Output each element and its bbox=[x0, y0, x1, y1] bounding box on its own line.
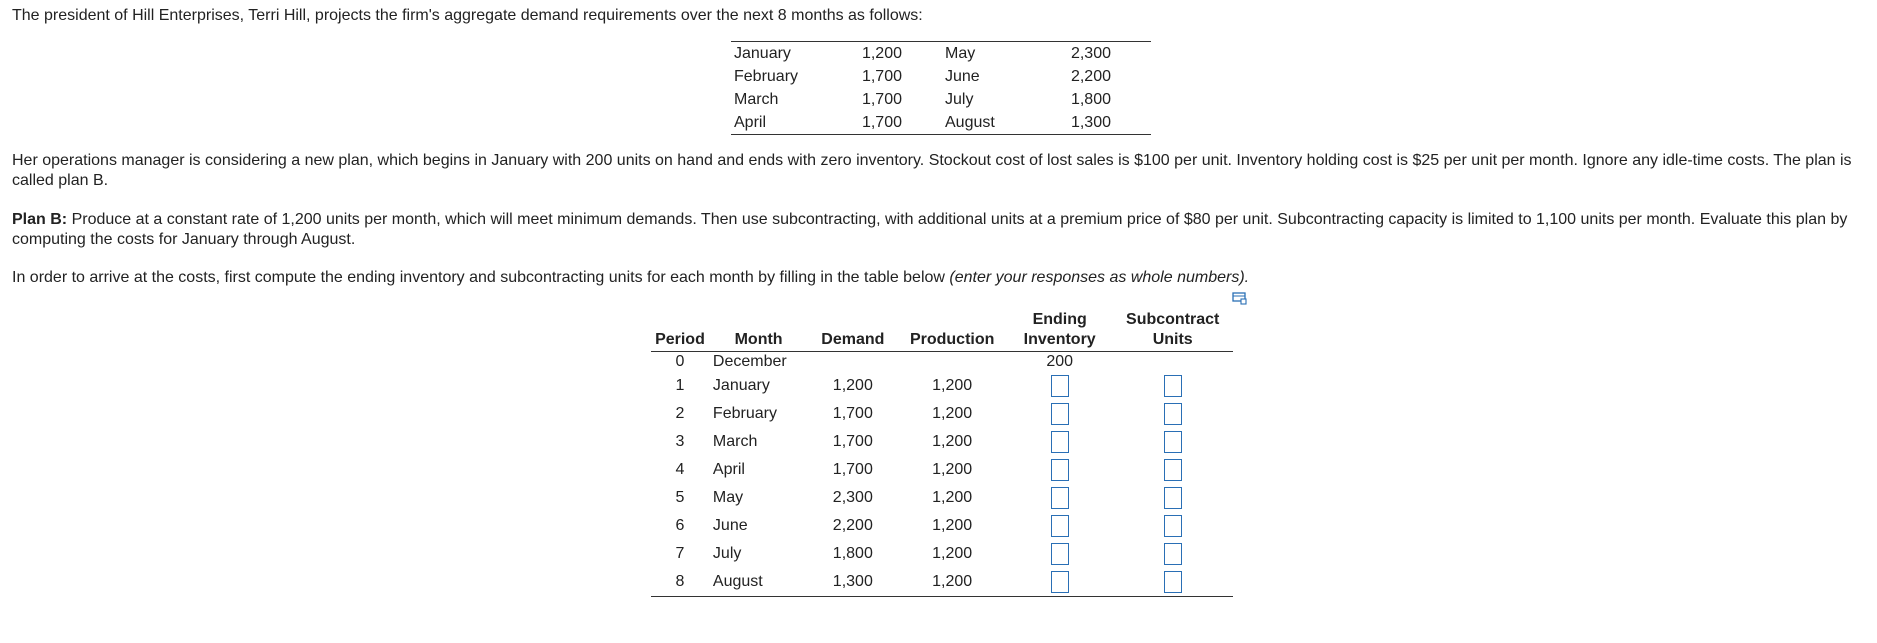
subcontract-cell bbox=[1112, 484, 1233, 512]
month-cell: February bbox=[712, 405, 777, 422]
subcontract-cell bbox=[1112, 428, 1233, 456]
subcontract-units-input[interactable] bbox=[1164, 543, 1182, 565]
month-cell: July bbox=[945, 91, 974, 108]
production-cell: 1,200 bbox=[932, 573, 973, 590]
demand-cell: 1,800 bbox=[832, 545, 873, 562]
period-cell: 3 bbox=[675, 433, 685, 450]
period-cell: 0 bbox=[675, 353, 685, 370]
plan-b-table bbox=[651, 308, 1233, 597]
subcontract-units-input[interactable] bbox=[1164, 571, 1182, 593]
subcontract-cell bbox=[1112, 400, 1233, 428]
month-cell: December bbox=[712, 353, 787, 370]
month-cell: January bbox=[712, 377, 770, 394]
plan-b-description bbox=[12, 210, 1867, 250]
table-row bbox=[731, 65, 1151, 88]
subcontract-units-input[interactable] bbox=[1164, 459, 1182, 481]
table-row bbox=[651, 400, 1233, 428]
subcontract-cell bbox=[1112, 512, 1233, 540]
header-row bbox=[651, 308, 1233, 352]
period-cell: 8 bbox=[675, 573, 685, 590]
production-cell bbox=[897, 352, 1007, 373]
ending-inventory-input[interactable] bbox=[1051, 459, 1069, 481]
period-cell: 1 bbox=[675, 377, 685, 394]
period-cell: 6 bbox=[675, 517, 685, 534]
table-row bbox=[731, 111, 1151, 135]
month-cell: August bbox=[945, 114, 995, 131]
production-cell: 1,200 bbox=[932, 517, 973, 534]
demand-cell: 1,200 bbox=[832, 377, 873, 394]
ending-inventory-cell: 200 bbox=[1046, 353, 1074, 370]
demand-cell: 1,800 bbox=[1070, 91, 1111, 108]
production-cell: 1,200 bbox=[932, 433, 973, 450]
demand-cell bbox=[808, 352, 897, 373]
ending-inventory-input[interactable] bbox=[1051, 403, 1069, 425]
subcontract-units-input[interactable] bbox=[1164, 403, 1182, 425]
ending-inventory-input[interactable] bbox=[1051, 543, 1069, 565]
ending-inventory-cell bbox=[1007, 400, 1112, 428]
subcontract-units-input[interactable] bbox=[1164, 487, 1182, 509]
demand-cell: 1,700 bbox=[832, 433, 873, 450]
edit-table-icon[interactable] bbox=[1232, 292, 1248, 310]
ending-inventory-cell bbox=[1007, 484, 1112, 512]
header-sub-line1: Subcontract bbox=[1126, 311, 1220, 328]
period-cell: 5 bbox=[675, 489, 685, 506]
header-period: Period bbox=[651, 308, 709, 352]
production-cell: 1,200 bbox=[932, 489, 973, 506]
month-cell: June bbox=[712, 517, 748, 534]
demand-cell: 1,700 bbox=[861, 91, 902, 108]
table-row bbox=[651, 456, 1233, 484]
month-cell: February bbox=[734, 68, 799, 85]
month-cell: June bbox=[945, 68, 980, 85]
plan-b-text: Produce at a constant rate of 1,200 units per month, which will meet minimum demands. Then use subcontracting, with additional units at a premium price of $80 per unit. Subcontracting capacity is limited to 1,100 units per month. Evaluate this plan by computing the costs for January through August. bbox=[12, 211, 1848, 248]
subcontract-cell bbox=[1112, 352, 1233, 373]
demand-cell: 1,300 bbox=[1070, 114, 1111, 131]
ending-inventory-input[interactable] bbox=[1051, 515, 1069, 537]
subcontract-cell bbox=[1112, 540, 1233, 568]
month-cell: April bbox=[734, 114, 767, 131]
period-cell: 4 bbox=[675, 461, 685, 478]
subcontract-units-input[interactable] bbox=[1164, 515, 1182, 537]
instruction-note: (enter your responses as whole numbers). bbox=[949, 269, 1250, 286]
period-cell: 2 bbox=[675, 405, 685, 422]
plan-description: Her operations manager is considering a new plan, which begins in January with 200 units on hand and ends with zero inventory. Stockout cost of lost sales is $100 per unit. Inventory holding cost is $25 per unit per month. Ignore any idle-time costs. The plan is called plan B. bbox=[12, 152, 1852, 189]
header-ending-inventory bbox=[1007, 308, 1112, 352]
month-cell: August bbox=[712, 573, 763, 590]
subcontract-units-input[interactable] bbox=[1164, 431, 1182, 453]
subcontract-cell bbox=[1112, 372, 1233, 400]
table-row bbox=[731, 42, 1151, 66]
period-cell: 7 bbox=[675, 545, 685, 562]
production-cell: 1,200 bbox=[932, 461, 973, 478]
ending-inventory-cell bbox=[1007, 372, 1112, 400]
ending-inventory-input[interactable] bbox=[1051, 431, 1069, 453]
table-row bbox=[651, 484, 1233, 512]
intro-text: The president of Hill Enterprises, Terri Hill, projects the firm's aggregate demand requirements over the next 8 months as follows: bbox=[12, 7, 923, 24]
month-cell: May bbox=[945, 45, 976, 62]
demand-cell: 1,200 bbox=[861, 45, 902, 62]
header-ending-line2: Inventory bbox=[1023, 331, 1096, 348]
demand-cell: 2,200 bbox=[832, 517, 873, 534]
header-subcontract-units bbox=[1112, 308, 1233, 352]
header-month: Month bbox=[709, 308, 808, 352]
ending-inventory-cell bbox=[1007, 512, 1112, 540]
subcontract-cell bbox=[1112, 456, 1233, 484]
demand-cell: 1,700 bbox=[861, 114, 902, 131]
demand-cell: 1,700 bbox=[832, 405, 873, 422]
demand-cell: 1,700 bbox=[861, 68, 902, 85]
demand-cell: 2,300 bbox=[1070, 45, 1111, 62]
ending-inventory-cell bbox=[1007, 428, 1112, 456]
header-ending-line1: Ending bbox=[1032, 311, 1087, 328]
table-row bbox=[651, 540, 1233, 568]
ending-inventory-input[interactable] bbox=[1051, 571, 1069, 593]
header-production: Production bbox=[897, 308, 1007, 352]
month-cell: March bbox=[712, 433, 758, 450]
ending-inventory-cell bbox=[1007, 540, 1112, 568]
instruction-text bbox=[12, 268, 1867, 288]
ending-inventory-cell bbox=[1007, 456, 1112, 484]
table-row bbox=[651, 568, 1233, 597]
ending-inventory-cell bbox=[1007, 568, 1112, 597]
demand-cell: 2,300 bbox=[832, 489, 873, 506]
ending-inventory-input[interactable] bbox=[1051, 375, 1069, 397]
table-row bbox=[651, 352, 1233, 373]
table-row bbox=[651, 372, 1233, 400]
instruction-main: In order to arrive at the costs, first compute the ending inventory and subcontracting units for each month by filling in the table below bbox=[12, 269, 950, 286]
header-sub-line2: Units bbox=[1152, 331, 1193, 348]
header-demand: Demand bbox=[808, 308, 897, 352]
subcontract-cell bbox=[1112, 568, 1233, 597]
plan-b-label: Plan B: bbox=[12, 211, 68, 228]
demand-cell: 1,700 bbox=[832, 461, 873, 478]
production-cell: 1,200 bbox=[932, 545, 973, 562]
production-cell: 1,200 bbox=[932, 377, 973, 394]
ending-inventory-input[interactable] bbox=[1051, 487, 1069, 509]
table-row bbox=[651, 512, 1233, 540]
demand-summary-table bbox=[731, 41, 1151, 135]
table-row bbox=[731, 88, 1151, 111]
table-row bbox=[651, 428, 1233, 456]
month-cell: July bbox=[712, 545, 742, 562]
month-cell: March bbox=[734, 91, 779, 108]
demand-cell: 1,300 bbox=[832, 573, 873, 590]
month-cell: January bbox=[734, 45, 791, 62]
production-cell: 1,200 bbox=[932, 405, 973, 422]
month-cell: April bbox=[712, 461, 745, 478]
demand-cell: 2,200 bbox=[1070, 68, 1111, 85]
subcontract-units-input[interactable] bbox=[1164, 375, 1182, 397]
month-cell: May bbox=[712, 489, 744, 506]
